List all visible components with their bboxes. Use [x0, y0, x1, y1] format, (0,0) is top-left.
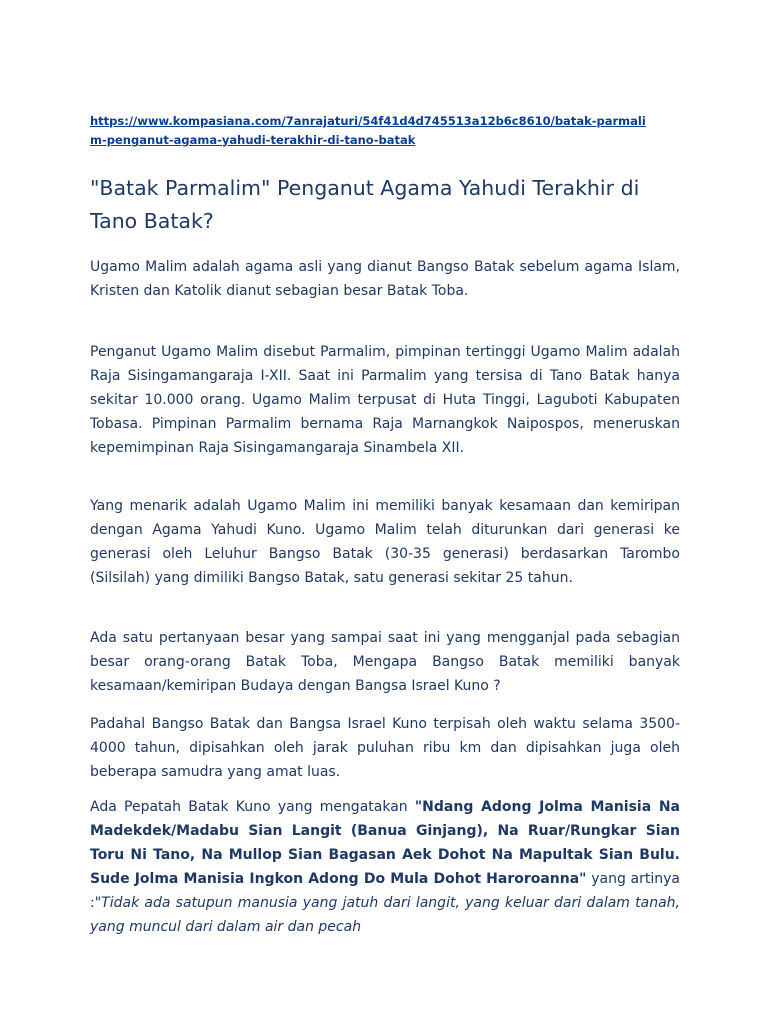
proverb-translation: "Tidak ada satupun manusia yang jatuh dari langit, yang keluar dari dalam tanah, yang muncul dari dalam air dan pecah [90, 895, 680, 935]
source-link[interactable]: https://www.kompasiana.com/7anrajaturi/54f41d4d745513a12b6c8610/batak-parmalim-penganut-agama-yahudi-terakhir-di-tano-batak [90, 114, 646, 147]
paragraph-3: Yang menarik adalah Ugamo Malim ini memiliki banyak kesamaan dan kemiripan dengan Agama Yahudi Kuno. Ugamo Malim telah diturunkan dari generasi ke generasi oleh Leluhur Bangso Batak (30-35 generasi) berdasarkan Tarombo (Silsilah) yang dimiliki Bangso Batak, satu generasi sekitar 25 tahun. [90, 498, 680, 586]
batak-proverb: "Ndang Adong Jolma Manisia Na Madekdek/Madabu Sian Langit (Banua Ginjang), Na Ruar/Rungkar Sian Toru Ni Tano, Na Mullop Sian Bagasan Aek Dohot Na Mapultak Sian Bulu. Sude Jolma Manisia Ingkon Adong Do Mula Dohot Haroroanna" [90, 799, 680, 887]
paragraph-5: Padahal Bangso Batak dan Bangsa Israel Kuno terpisah oleh waktu selama 3500-4000 tahun, dipisahkan oleh jarak puluhan ribu km dan dipisahkan juga oleh beberapa samudra yang amat luas. [90, 716, 680, 780]
article-title: "Batak Parmalim" Penganut Agama Yahudi Terakhir di Tano Batak? [90, 176, 640, 233]
paragraph-6 [90, 795, 680, 939]
proverb-middle: yang artinya : [90, 871, 680, 911]
paragraph-1: Ugamo Malim adalah agama asli yang dianut Bangso Batak sebelum agama Islam, Kristen dan Katolik dianut sebagian besar Batak Toba. [90, 259, 680, 299]
paragraph-2: Penganut Ugamo Malim disebut Parmalim, pimpinan tertinggi Ugamo Malim adalah Raja Sisingamangaraja I-XII. Saat ini Parmalim yang tersisa di Tano Batak hanya sekitar 10.000 orang. Ugamo Malim terpusat di Huta Tinggi, Laguboti Kabupaten Tobasa. Pimpinan Parmalim bernama Raja Marnangkok Naipospos, meneruskan kepemimpinan Raja Sisingamangaraja Sinambela XII. [90, 344, 680, 456]
proverb-intro: Ada Pepatah Batak Kuno yang mengatakan [90, 799, 415, 815]
paragraph-4: Ada satu pertanyaan besar yang sampai saat ini yang mengganjal pada sebagian besar orang-orang Batak Toba, Mengapa Bangso Batak memiliki banyak kesamaan/kemiripan Budaya dengan Bangsa Israel Kuno ? [90, 630, 680, 694]
